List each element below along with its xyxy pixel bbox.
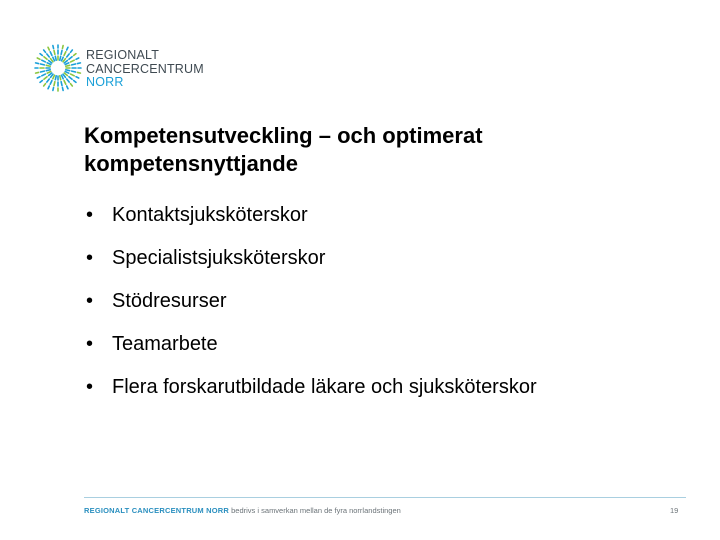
- logo-ray: [64, 81, 66, 85]
- bullet-text: Teamarbete: [112, 333, 218, 355]
- logo-ray: [60, 76, 61, 80]
- logo-ray: [49, 73, 52, 75]
- logo-ray: [77, 72, 80, 73]
- logo-ray: [42, 60, 46, 62]
- logo-line-1: REGIONALT: [86, 48, 160, 62]
- logo-ray: [49, 61, 52, 63]
- logo-ray: [66, 65, 70, 66]
- logo-ray: [48, 47, 49, 50]
- logo-ray: [72, 71, 76, 72]
- footer-text: bedrivs i samverkan mellan de fyra norrlandstingen: [229, 506, 401, 515]
- logo-ray: [65, 71, 69, 73]
- logo-ray: [69, 77, 72, 79]
- logo-ray: [67, 79, 69, 82]
- logo-ray: [64, 61, 67, 63]
- logo-ray: [61, 82, 62, 86]
- bullet-item: [86, 286, 537, 316]
- logo-ray: [40, 54, 42, 56]
- bullet-item: [86, 372, 537, 402]
- logo-ray: [44, 84, 46, 86]
- logo-ray: [40, 71, 44, 72]
- logo-ray: [44, 57, 47, 59]
- logo-ray: [61, 75, 63, 79]
- bullet-text: Stödresurser: [112, 290, 227, 312]
- logo-ray: [63, 59, 65, 62]
- logo-ray: [71, 60, 75, 62]
- footer-divider: [84, 497, 686, 498]
- bullet-item: [86, 200, 537, 230]
- bullet-icon: •: [86, 333, 94, 355]
- bullet-icon: •: [86, 247, 94, 269]
- logo-ray: [51, 74, 53, 77]
- logo-ray: [67, 54, 69, 57]
- logo-ray: [50, 52, 52, 56]
- footer: [84, 506, 401, 515]
- slide-title: Kompetensutveckling – och optimerat kompetensnyttjande: [84, 123, 483, 176]
- logo-ray: [60, 56, 61, 60]
- logo-ray: [55, 76, 56, 80]
- logo-ray: [62, 87, 63, 90]
- logo-ray: [72, 64, 76, 65]
- logo-ray: [37, 58, 40, 59]
- logo-ray: [74, 80, 76, 82]
- logo-ray: [40, 80, 42, 82]
- logo-ray: [46, 70, 50, 71]
- logo-ray: [74, 54, 76, 56]
- logo-ray: [67, 47, 68, 50]
- logo-ray: [70, 84, 72, 86]
- logo-ray: [36, 72, 39, 73]
- bullet-item: [86, 329, 537, 359]
- logo-ray: [53, 87, 54, 90]
- logo-ray: [64, 73, 67, 75]
- logo-ray: [62, 46, 63, 49]
- bullet-item: [86, 243, 537, 273]
- logo-ray: [71, 74, 75, 76]
- bullet-text: Kontaktsjuksköterskor: [112, 204, 308, 226]
- logo-line-3: NORR: [86, 75, 124, 89]
- logo-ray: [61, 57, 63, 61]
- bullet-icon: •: [86, 376, 94, 398]
- logo-ray: [76, 58, 79, 59]
- logo-ray: [47, 54, 49, 57]
- logo-ray: [47, 63, 51, 65]
- logo-ray: [69, 57, 72, 59]
- logo-ray: [50, 81, 52, 85]
- logo-ray: [53, 57, 55, 61]
- logo-ray: [44, 77, 47, 79]
- logo-line-2: CANCERCENTRUM: [86, 61, 204, 76]
- logo-ray: [76, 77, 79, 78]
- logo-ray: [36, 63, 39, 64]
- logo-ray: [63, 74, 65, 77]
- logo-ray: [51, 59, 53, 62]
- logo-ray: [54, 82, 55, 86]
- logo-ray: [46, 65, 50, 66]
- logo-ray: [61, 50, 62, 54]
- logo-ray: [48, 86, 49, 89]
- logo-ray: [64, 52, 66, 56]
- bullet-text: Flera forskarutbildade läkare och sjuksköterskor: [112, 376, 537, 398]
- bullet-list: [86, 200, 537, 415]
- logo-ray: [70, 50, 72, 52]
- logo-wordmark: [86, 49, 204, 90]
- rcc-norr-logo: [34, 44, 204, 96]
- logo-ray: [77, 63, 80, 64]
- logo-ray: [37, 77, 40, 78]
- bullet-icon: •: [86, 204, 94, 226]
- sun-burst-logo-icon: [34, 44, 82, 92]
- logo-ray: [47, 71, 51, 73]
- logo-ray: [67, 86, 68, 89]
- logo-ray: [66, 70, 70, 71]
- bullet-icon: •: [86, 290, 94, 312]
- logo-ray: [40, 64, 44, 65]
- bullet-text: Specialistsjuksköterskor: [112, 247, 326, 269]
- logo-ray: [65, 63, 69, 65]
- logo-ray: [54, 50, 55, 54]
- logo-ray: [42, 74, 46, 76]
- logo-ray: [53, 46, 54, 49]
- logo-ray: [53, 75, 55, 79]
- logo-ray: [44, 50, 46, 52]
- footer-brand: REGIONALT CANCERCENTRUM NORR: [84, 506, 230, 515]
- page-number: 19: [670, 506, 679, 515]
- logo-ray: [55, 56, 56, 60]
- logo-ray: [47, 79, 49, 82]
